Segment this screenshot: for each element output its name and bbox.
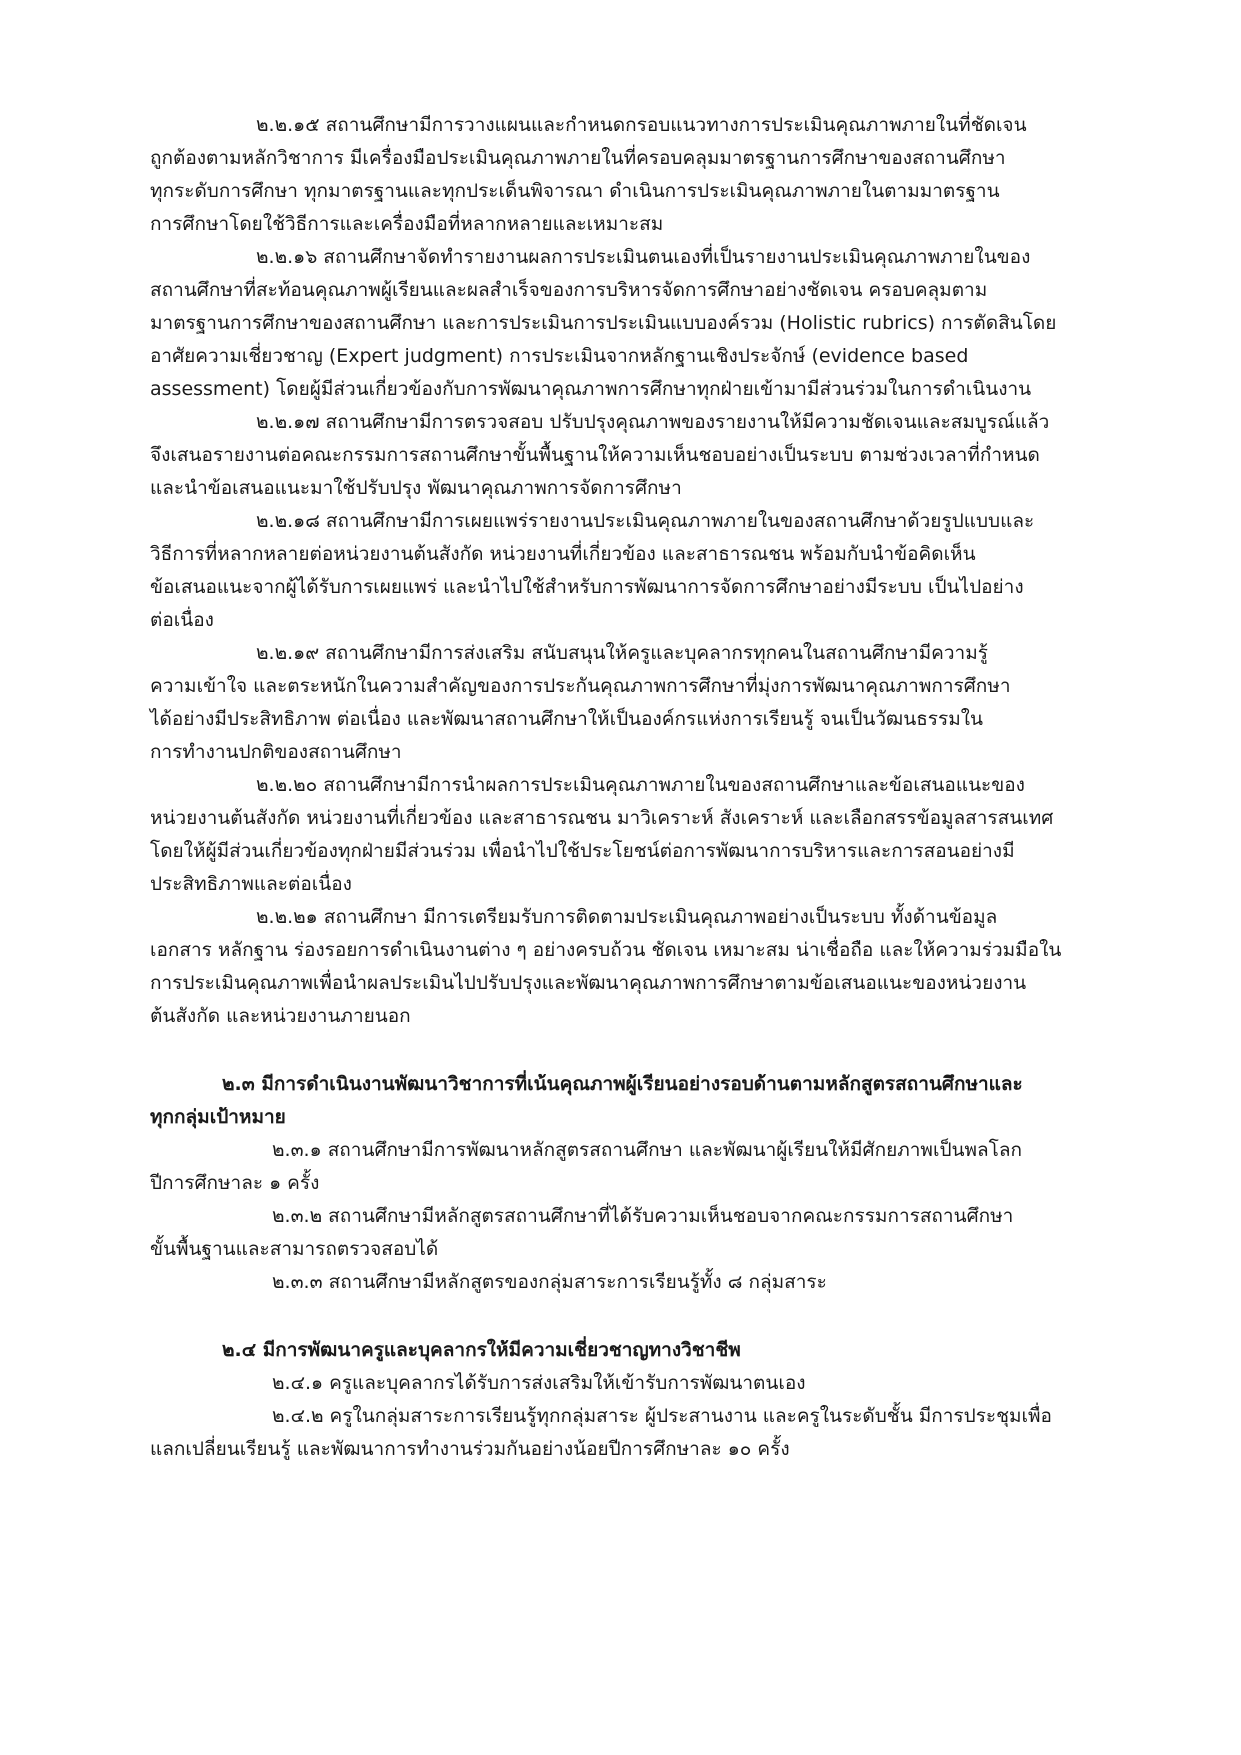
paragraph-2-2-16-line-1: ๒.๒.๑๖ สถานศึกษาจัดทำรายงานผลการประเมินตนเองที่เป็นรายงานประเมินคุณภาพภายในของ: [256, 246, 1031, 268]
paragraph-2-2-16-line-4: อาศัยความเชี่ยวชาญ (Expert judgment) การประเมินจากหลักฐานเชิงประจักษ์ (evidence based: [150, 345, 969, 367]
paragraph-2-2-15-line-1: ๒.๒.๑๕ สถานศึกษามีการวางแผนและกำหนดกรอบแนวทางการประเมินคุณภาพภายในที่ชัดเจน: [256, 114, 1027, 136]
section-2-3-heading-line-2: ทุกกลุ่มเป้าหมาย: [150, 1106, 286, 1128]
paragraph-2-2-16-line-5: assessment) โดยผู้มีส่วนเกี่ยวข้องกับการพัฒนาคุณภาพการศึกษาทุกฝ่ายเข้ามามีส่วนร่วมในการดำเนินงาน: [150, 378, 1032, 400]
paragraph-2-4-2-line-2: แลกเปลี่ยนเรียนรู้ และพัฒนาการทำงานร่วมกันอย่างน้อยปีการศึกษาละ ๑๐ ครั้ง: [150, 1438, 790, 1460]
paragraph-2-2-15-line-4: การศึกษาโดยใช้วิธีการและเครื่องมือที่หลากหลายและเหมาะสม: [150, 213, 664, 235]
paragraph-2-2-17-line-2: จึงเสนอรายงานต่อคณะกรรมการสถานศึกษาขั้นพื้นฐานให้ความเห็นชอบอย่างเป็นระบบ ตามช่วงเวลาที่กำหนด: [150, 444, 1040, 466]
paragraph-2-2-18-line-4: ต่อเนื่อง: [150, 609, 214, 631]
paragraph-2-2-19-line-4: การทำงานปกติของสถานศึกษา: [150, 741, 402, 763]
paragraph-2-2-17-line-3: และนำข้อเสนอแนะมาใช้ปรับปรุง พัฒนาคุณภาพการจัดการศึกษา: [150, 477, 682, 499]
paragraph-2-2-15-line-2: ถูกต้องตามหลักวิชาการ มีเครื่องมือประเมินคุณภาพภายในที่ครอบคลุมมาตรฐานการศึกษาของสถานศึกษา: [150, 147, 1006, 169]
paragraph-2-3-1-line-1: ๒.๓.๑ สถานศึกษามีการพัฒนาหลักสูตรสถานศึกษา และพัฒนาผู้เรียนให้มีศักยภาพเป็นพลโลก: [272, 1139, 1023, 1161]
paragraph-2-3-1-line-2: ปีการศึกษาละ ๑ ครั้ง: [150, 1172, 320, 1194]
paragraph-2-2-19-line-2: ความเข้าใจ และตระหนักในความสำคัญของการประกันคุณภาพการศึกษาที่มุ่งการพัฒนาคุณภาพการศึกษา: [150, 675, 1011, 697]
paragraph-2-3-2-line-2: ขั้นพื้นฐานและสามารถตรวจสอบได้: [150, 1238, 439, 1260]
paragraph-2-2-20-line-1: ๒.๒.๒๐ สถานศึกษามีการนำผลการประเมินคุณภาพภายในของสถานศึกษาและข้อเสนอแนะของ: [256, 774, 1025, 796]
paragraph-2-2-16-line-3: มาตรฐานการศึกษาของสถานศึกษา และการประเมินการประเมินแบบองค์รวม (Holistic rubrics) การตัดสินโดย: [150, 312, 1057, 334]
paragraph-2-3-2-line-1: ๒.๓.๒ สถานศึกษามีหลักสูตรสถานศึกษาที่ได้รับความเห็นชอบจากคณะกรรมการสถานศึกษา: [272, 1205, 1014, 1227]
paragraph-2-4-2-line-1: ๒.๔.๒ ครูในกลุ่มสาระการเรียนรู้ทุกกลุ่มสาระ ผู้ประสานงาน และครูในระดับชั้น มีการประชุมเพื่อ: [272, 1405, 1052, 1427]
paragraph-2-2-21-line-1: ๒.๒.๒๑ สถานศึกษา มีการเตรียมรับการติดตามประเมินคุณภาพอย่างเป็นระบบ ทั้งด้านข้อมูล: [256, 906, 998, 928]
paragraph-2-2-15-line-3: ทุกระดับการศึกษา ทุกมาตรฐานและทุกประเด็นพิจารณา ดำเนินการประเมินคุณภาพภายในตามมาตรฐาน: [150, 180, 1000, 202]
paragraph-2-2-16-line-2: สถานศึกษาที่สะท้อนคุณภาพผู้เรียนและผลสำเร็จของการบริหารจัดการศึกษาอย่างชัดเจน ครอบคลุมตาม: [150, 279, 988, 301]
paragraph-2-2-20-line-2: หน่วยงานต้นสังกัด หน่วยงานที่เกี่ยวข้อง และสาธารณชน มาวิเคราะห์ สังเคราะห์ และเลือกสรรข้อมูลสารสนเทศ: [150, 807, 1054, 829]
paragraph-2-2-18-line-2: วิธีการที่หลากหลายต่อหน่วยงานต้นสังกัด หน่วยงานที่เกี่ยวข้อง และสาธารณชน พร้อมกับนำข้อคิดเห็น: [150, 543, 976, 565]
paragraph-2-2-18-line-3: ข้อเสนอแนะจากผู้ได้รับการเผยแพร่ และนำไปใช้สำหรับการพัฒนาการจัดการศึกษาอย่างมีระบบ เป็นไปอย่าง: [150, 576, 1024, 598]
section-2-3-heading-line-1: ๒.๓ มีการดำเนินงานพัฒนาวิชาการที่เน้นคุณภาพผู้เรียนอย่างรอบด้านตามหลักสูตรสถานศึกษาและ: [222, 1073, 1023, 1095]
paragraph-2-2-17-line-1: ๒.๒.๑๗ สถานศึกษามีการตรวจสอบ ปรับปรุงคุณภาพของรายงานให้มีความชัดเจนและสมบูรณ์แล้ว: [256, 411, 1050, 433]
paragraph-2-2-19-line-1: ๒.๒.๑๙ สถานศึกษามีการส่งเสริม สนับสนุนให้ครูและบุคลากรทุกคนในสถานศึกษามีความรู้: [256, 642, 988, 664]
section-2-4-heading: ๒.๔ มีการพัฒนาครูและบุคลากรให้มีความเชี่ยวชาญทางวิชาชีพ: [222, 1339, 741, 1361]
paragraph-2-2-21-line-3: การประเมินคุณภาพเพื่อนำผลประเมินไปปรับปรุงและพัฒนาคุณภาพการศึกษาตามข้อเสนอแนะของหน่วยงาน: [150, 972, 1027, 994]
paragraph-2-2-20-line-3: โดยให้ผู้มีส่วนเกี่ยวข้องทุกฝ่ายมีส่วนร่วม เพื่อนำไปใช้ประโยชน์ต่อการพัฒนาการบริหารและการสอนอย่างมี: [150, 840, 1015, 862]
paragraph-2-2-21-line-4: ต้นสังกัด และหน่วยงานภายนอก: [150, 1005, 411, 1027]
paragraph-2-2-19-line-3: ได้อย่างมีประสิทธิภาพ ต่อเนื่อง และพัฒนาสถานศึกษาให้เป็นองค์กรแห่งการเรียนรู้ จนเป็นวัฒนธรรมใน: [150, 708, 983, 730]
paragraph-2-2-18-line-1: ๒.๒.๑๘ สถานศึกษามีการเผยแพร่รายงานประเมินคุณภาพภายในของสถานศึกษาด้วยรูปแบบและ: [256, 510, 1035, 532]
paragraph-2-2-20-line-4: ประสิทธิภาพและต่อเนื่อง: [150, 873, 352, 895]
paragraph-2-2-21-line-2: เอกสาร หลักฐาน ร่องรอยการดำเนินงานต่าง ๆ อย่างครบถ้วน ชัดเจน เหมาะสม น่าเชื่อถือ และให้ความร่วมมือใน: [150, 939, 1062, 961]
paragraph-2-4-1-line-1: ๒.๔.๑ ครูและบุคลากรได้รับการส่งเสริมให้เข้ารับการพัฒนาตนเอง: [272, 1372, 806, 1394]
paragraph-2-3-3-line-1: ๒.๓.๓ สถานศึกษามีหลักสูตรของกลุ่มสาระการเรียนรู้ทั้ง ๘ กลุ่มสาระ: [272, 1271, 827, 1293]
